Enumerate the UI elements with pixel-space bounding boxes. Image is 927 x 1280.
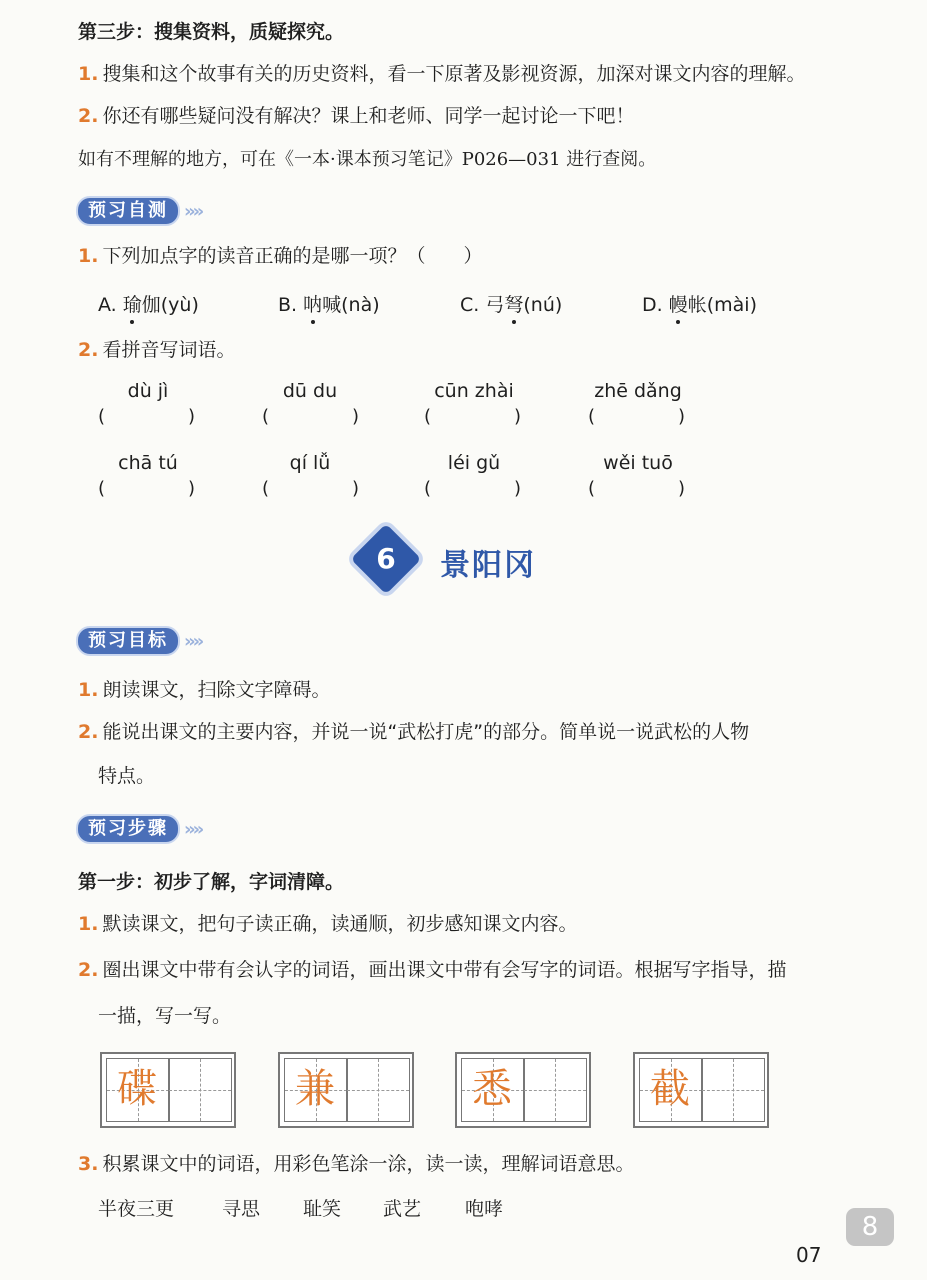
question-text: 看拼音写词语。 [102,339,236,361]
option-post: 伽(yù) [141,294,199,316]
answer-paren-left: ( [262,406,270,427]
step-item-1 [78,912,577,936]
lesson-title: 景阳冈 [440,548,536,583]
badge-label: 预习步骤 [76,814,180,844]
item-number: 1. [78,245,99,267]
option-c [460,290,562,317]
option-label: B. [278,294,298,316]
answer-paren-right: ) [188,406,196,427]
answer-paren-right: ) [678,406,686,427]
practice-character: 截 [650,1066,690,1112]
option-d [642,290,757,317]
answer-paren-right: ) [188,478,196,499]
page-badge: 8 [846,1208,894,1246]
step1-heading: 第一步：初步了解，字词清障。 [78,871,345,893]
writing-grid [278,1052,414,1128]
badge-label: 预习目标 [76,626,180,656]
option-post: 喊(nà) [322,294,380,316]
vocab-word: 寻思 [222,1198,261,1220]
dotted-char: 幔 [669,290,688,317]
item-number: 2. [78,959,99,981]
double-chevron-icon: »» [184,818,202,840]
option-a [98,290,199,317]
writing-grid [100,1052,236,1128]
option-label: A. [98,294,117,316]
vocab-word: 武艺 [383,1198,422,1220]
reference-note: 如有不理解的地方，可在《一本·课本预习笔记》P026—031 进行查阅。 [78,149,657,170]
question-text: 下列加点字的读音正确的是哪一项？（ ） [102,245,483,267]
goal-item-2 [78,720,749,744]
vocab-word: 耻笑 [303,1198,342,1220]
pinyin: dū du [282,380,338,402]
option-label: C. [460,294,480,316]
pinyin: dù jì [127,380,169,402]
writing-grid [455,1052,591,1128]
dotted-char: 瑜 [123,290,142,317]
step3-item-2 [78,104,634,128]
answer-paren-left: ( [588,478,596,499]
answer-paren-right: ) [514,406,522,427]
item-number: 2. [78,339,99,361]
grid-cell [701,1058,765,1122]
lesson-number: 6 [376,542,396,575]
item-text: 能说出课文的主要内容，并说一说“武松打虎”的部分。简单说一说武松的人物 [102,721,750,743]
answer-paren-right: ) [352,406,360,427]
vocab-word: 咆哮 [465,1198,504,1220]
pinyin: chā tú [118,452,178,474]
steps-badge [76,814,201,844]
item-text: 朗读课文，扫除文字障碍。 [102,679,331,701]
badge-label: 预习自测 [76,196,180,226]
practice-character: 兼 [295,1066,335,1112]
goal-item-1 [78,678,330,702]
goal-item-2-cont: 特点。 [98,765,156,787]
answer-paren-left: ( [588,406,596,427]
goals-badge [76,626,201,656]
item-text: 默读课文，把句子读正确，读通顺，初步感知课文内容。 [102,913,578,935]
item-text: 你还有哪些疑问没有解决？课上和老师、同学一起讨论一下吧！ [102,105,635,127]
dotted-char: 呐 [303,290,322,317]
grid-cell [346,1058,410,1122]
pinyin: qí lǚ [289,452,331,474]
vocab-word: 半夜三更 [98,1198,175,1220]
answer-paren-left: ( [424,478,432,499]
double-chevron-icon: »» [184,200,202,222]
self-test-badge [76,196,201,226]
pinyin: zhē dǎng [594,380,682,402]
answer-paren-left: ( [424,406,432,427]
answer-paren-right: ) [514,478,522,499]
option-post: (nú) [523,294,563,316]
answer-paren-left: ( [98,478,106,499]
option-pre: 弓 [485,294,505,316]
answer-paren-left: ( [98,406,106,427]
page-number: 07 [796,1243,822,1267]
double-chevron-icon: »» [184,630,202,652]
pinyin: cūn zhài [434,380,514,402]
step-item-2-cont: 一描，写一写。 [98,1005,232,1027]
option-post: 帐(mài) [687,294,757,316]
item-number: 1. [78,679,99,701]
step3-item-1 [78,62,805,86]
option-b [278,290,380,317]
item-number: 2. [78,105,99,127]
practice-character: 悉 [472,1066,512,1112]
step-item-3 [78,1152,634,1176]
item-text: 积累课文中的词语，用彩色笔涂一涂，读一读，理解词语意思。 [102,1153,635,1175]
answer-paren-right: ) [678,478,686,499]
grid-cell [523,1058,587,1122]
item-number: 1. [78,63,99,85]
answer-paren-right: ) [352,478,360,499]
grid-cell [168,1058,232,1122]
pinyin: léi gǔ [447,452,501,474]
item-number: 1. [78,913,99,935]
option-label: D. [642,294,663,316]
pinyin: wěi tuō [603,452,673,474]
item-text: 搜集和这个故事有关的历史资料，看一下原著及影视资源，加深对课文内容的理解。 [102,63,806,85]
answer-paren-left: ( [262,478,270,499]
practice-character: 碟 [117,1066,157,1112]
step3-heading: 第三步：搜集资料，质疑探究。 [78,21,345,43]
item-number: 2. [78,721,99,743]
writing-grid [633,1052,769,1128]
item-text: 圈出课文中带有会认字的词语，画出课文中带有会写字的词语。根据写字指导，描 [102,959,787,981]
question-2 [78,338,235,362]
question-1 [78,244,482,268]
item-number: 3. [78,1153,99,1175]
step-item-2 [78,958,786,982]
dotted-char: 弩 [504,290,523,317]
